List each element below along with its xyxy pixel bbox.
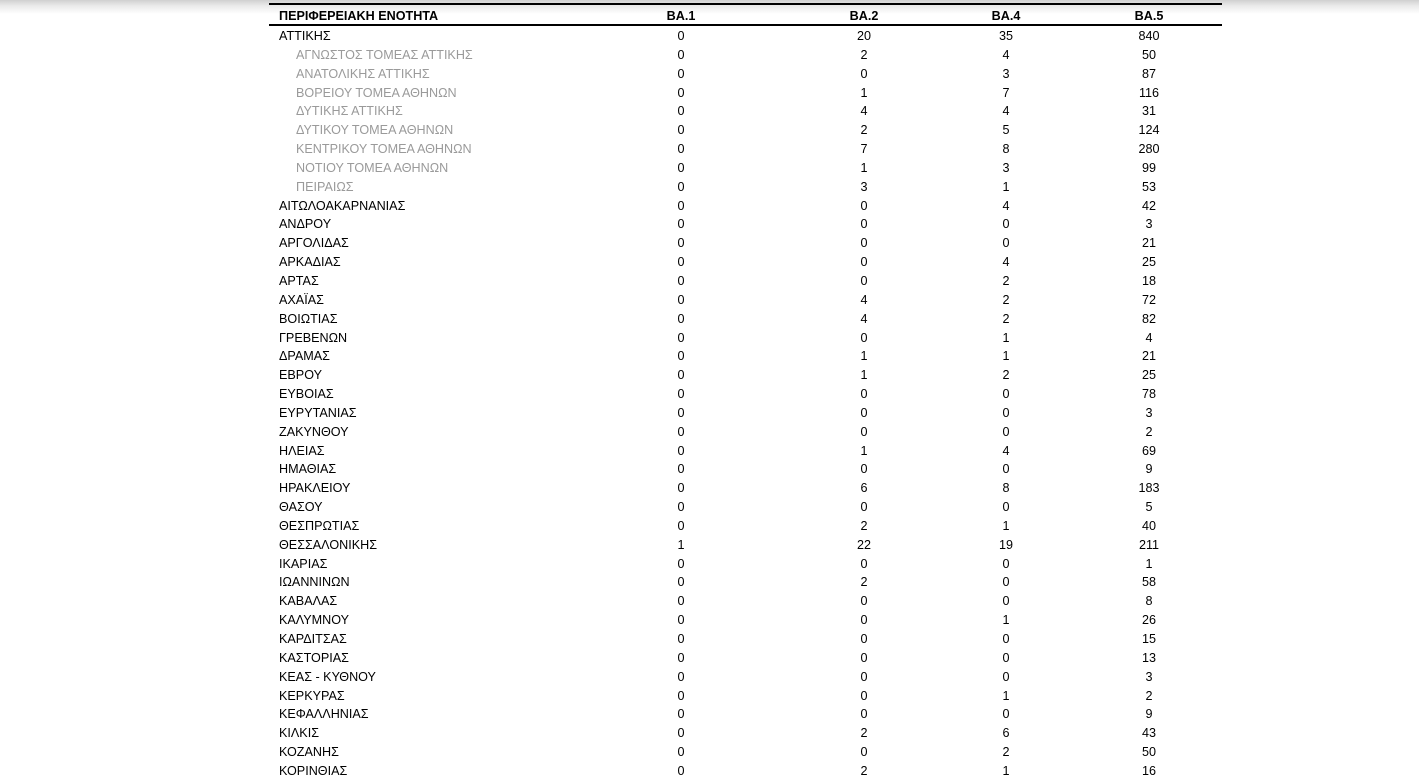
value-ba2: 2: [860, 575, 868, 590]
value-ba1: 0: [677, 142, 685, 157]
value-ba5: 42: [1141, 198, 1156, 213]
value-ba4: 1: [1002, 349, 1010, 364]
value-ba2: 0: [860, 424, 868, 439]
value-ba2: 0: [860, 462, 868, 477]
table-row: [269, 743, 1222, 762]
region-name: ΠΕΙΡΑΙΩΣ: [296, 179, 354, 194]
value-ba2: 0: [860, 650, 868, 665]
value-ba1: 0: [677, 518, 685, 533]
value-ba5: 18: [1141, 273, 1156, 288]
value-ba2: 2: [860, 47, 868, 62]
table-header: [269, 6, 1222, 24]
region-name: ΑΝΑΤΟΛΙΚΗΣ ΑΤΤΙΚΗΣ: [296, 66, 430, 81]
region-name: ΗΛΕΙΑΣ: [279, 443, 325, 458]
value-ba2: 0: [860, 217, 868, 232]
value-ba4: 0: [1002, 669, 1010, 684]
value-ba2: 22: [856, 537, 871, 552]
region-name: ΚΟΡΙΝΘΙΑΣ: [279, 763, 348, 778]
value-ba2: 3: [860, 179, 868, 194]
region-name: ΑΝΔΡΟΥ: [279, 217, 332, 232]
region-name: ΚΕΡΚΥΡΑΣ: [279, 688, 345, 703]
table-row: [269, 404, 1222, 423]
table-top-rule: [269, 3, 1222, 5]
value-ba2: 4: [860, 104, 868, 119]
region-name: ΝΟΤΙΟΥ ΤΟΜΕΑ ΑΘΗΝΩΝ: [296, 160, 449, 175]
value-ba4: 0: [1002, 405, 1010, 420]
value-ba2: 1: [860, 85, 868, 100]
value-ba4: 4: [1002, 443, 1010, 458]
table-row: [269, 178, 1222, 197]
value-ba2: 0: [860, 594, 868, 609]
value-ba2: 0: [860, 707, 868, 722]
value-ba2: 1: [860, 368, 868, 383]
value-ba2: 1: [860, 349, 868, 364]
table-row: [269, 442, 1222, 461]
value-ba4: 1: [1002, 613, 1010, 628]
value-ba5: 15: [1141, 632, 1156, 646]
value-ba4: 1: [1002, 179, 1010, 194]
table-row: [269, 121, 1222, 140]
value-ba4: 5: [1002, 123, 1010, 138]
table-row: [269, 102, 1222, 121]
value-ba4: 2: [1002, 311, 1010, 326]
value-ba5: 116: [1138, 85, 1160, 100]
table-row: [269, 762, 1222, 781]
value-ba5: 53: [1141, 179, 1156, 194]
value-ba2: 7: [860, 142, 868, 157]
value-ba2: 2: [860, 518, 868, 533]
table-row: [269, 347, 1222, 366]
value-ba1: 0: [677, 594, 685, 609]
value-ba2: 2: [860, 123, 868, 138]
value-ba5: 3: [1145, 669, 1153, 684]
region-name: ΑΧΑΪΑΣ: [279, 292, 324, 307]
region-name: ΔΥΤΙΚΟΥ ΤΟΜΕΑ ΑΘΗΝΩΝ: [296, 123, 454, 138]
value-ba4: 0: [1002, 632, 1010, 646]
value-ba2: 4: [860, 311, 868, 326]
value-ba2: 0: [860, 405, 868, 420]
value-ba1: 0: [677, 160, 685, 175]
region-name: ΔΡΑΜΑΣ: [279, 349, 330, 364]
value-ba5: 840: [1138, 29, 1160, 43]
value-ba4: 0: [1002, 575, 1010, 590]
value-ba5: 211: [1138, 537, 1160, 552]
header-rule: [269, 24, 1222, 26]
table-row: [269, 705, 1222, 724]
value-ba1: 0: [677, 311, 685, 326]
value-ba2: 0: [860, 745, 868, 760]
region-name: ΑΓΝΩΣΤΟΣ ΤΟΜΕΑΣ ΑΤΤΙΚΗΣ: [296, 47, 473, 62]
value-ba2: 0: [860, 330, 868, 345]
value-ba4: 0: [1002, 594, 1010, 609]
value-ba4: 2: [1002, 273, 1010, 288]
value-ba4: 0: [1002, 387, 1010, 402]
value-ba1: 0: [677, 632, 685, 646]
header-ba5: ΒΑ.5: [1134, 9, 1164, 23]
table-row: [269, 649, 1222, 668]
region-name: ΘΕΣΠΡΩΤΙΑΣ: [279, 518, 360, 533]
value-ba1: 0: [677, 500, 685, 515]
value-ba2: 4: [860, 292, 868, 307]
value-ba5: 43: [1141, 726, 1156, 741]
value-ba1: 0: [677, 763, 685, 778]
value-ba1: 0: [677, 688, 685, 703]
region-name: ΑΡΓΟΛΙΔΑΣ: [279, 236, 349, 251]
value-ba4: 7: [1002, 85, 1010, 100]
value-ba2: 0: [860, 273, 868, 288]
value-ba5: 1: [1145, 556, 1153, 571]
value-ba1: 0: [677, 273, 685, 288]
region-name: ΗΜΑΘΙΑΣ: [279, 462, 337, 477]
value-ba1: 0: [677, 481, 685, 496]
value-ba2: 2: [860, 726, 868, 741]
value-ba2: 0: [860, 500, 868, 515]
value-ba2: 20: [856, 29, 871, 43]
value-ba2: 0: [860, 387, 868, 402]
value-ba2: 6: [860, 481, 868, 496]
region-name: ΑΡΤΑΣ: [279, 273, 319, 288]
table-row: [269, 234, 1222, 253]
value-ba4: 2: [1002, 368, 1010, 383]
value-ba4: 1: [1002, 518, 1010, 533]
value-ba5: 72: [1141, 292, 1156, 307]
region-name: ΕΥΒΟΙΑΣ: [279, 387, 334, 402]
table-row: [269, 517, 1222, 536]
value-ba5: 21: [1141, 236, 1156, 251]
value-ba2: 0: [860, 613, 868, 628]
table-row: [269, 592, 1222, 611]
value-ba5: 50: [1141, 745, 1156, 760]
region-name: ΘΑΣΟΥ: [279, 500, 323, 515]
region-name: ΕΒΡΟΥ: [279, 368, 322, 383]
value-ba2: 0: [860, 632, 868, 646]
value-ba2: 0: [860, 198, 868, 213]
region-name: ΚΟΖΑΝΗΣ: [279, 745, 339, 760]
table-row: [269, 329, 1222, 348]
region-name: ΙΩΑΝΝΙΝΩΝ: [279, 575, 350, 590]
value-ba1: 0: [677, 66, 685, 81]
table-row: [269, 573, 1222, 592]
value-ba2: 0: [860, 255, 868, 270]
value-ba1: 0: [677, 236, 685, 251]
region-name: ΒΟΙΩΤΙΑΣ: [279, 311, 338, 326]
value-ba5: 183: [1138, 481, 1160, 496]
value-ba1: 0: [677, 745, 685, 760]
value-ba5: 40: [1141, 518, 1156, 533]
region-name: ΚΑΛΥΜΝΟΥ: [279, 613, 350, 628]
value-ba4: 2: [1002, 745, 1010, 760]
table-row: [269, 27, 1222, 46]
value-ba1: 0: [677, 669, 685, 684]
region-name: ΑΤΤΙΚΗΣ: [279, 29, 331, 43]
value-ba4: 35: [998, 29, 1013, 43]
value-ba1: 0: [677, 179, 685, 194]
table-row: [269, 385, 1222, 404]
value-ba1: 0: [677, 368, 685, 383]
value-ba1: 0: [677, 198, 685, 213]
value-ba4: 0: [1002, 556, 1010, 571]
value-ba1: 0: [677, 575, 685, 590]
region-name: ΚΑΣΤΟΡΙΑΣ: [279, 650, 349, 665]
value-ba1: 0: [677, 726, 685, 741]
header-ba4: ΒΑ.4: [991, 9, 1021, 23]
region-name: ΚΑΡΔΙΤΣΑΣ: [279, 632, 347, 646]
value-ba1: 0: [677, 650, 685, 665]
value-ba1: 0: [677, 613, 685, 628]
table-row: [269, 366, 1222, 385]
table-row: [269, 84, 1222, 103]
region-name: ΚΕΝΤΡΙΚΟΥ ΤΟΜΕΑ ΑΘΗΝΩΝ: [296, 142, 472, 157]
value-ba4: 1: [1002, 330, 1010, 345]
value-ba2: 1: [860, 160, 868, 175]
value-ba5: 69: [1141, 443, 1156, 458]
value-ba1: 0: [677, 387, 685, 402]
value-ba5: 16: [1141, 763, 1156, 778]
value-ba5: 78: [1141, 387, 1156, 402]
table-row: [269, 668, 1222, 687]
region-name: ΗΡΑΚΛΕΙΟΥ: [279, 481, 351, 496]
table-body: [269, 27, 1222, 781]
value-ba5: 2: [1145, 424, 1153, 439]
value-ba5: 82: [1141, 311, 1156, 326]
table-row: [269, 197, 1222, 216]
value-ba2: 2: [860, 763, 868, 778]
value-ba5: 21: [1141, 349, 1156, 364]
value-ba2: 0: [860, 236, 868, 251]
value-ba4: 19: [998, 537, 1013, 552]
region-name: ΕΥΡΥΤΑΝΙΑΣ: [279, 405, 357, 420]
value-ba5: 124: [1138, 123, 1160, 138]
value-ba5: 2: [1145, 688, 1153, 703]
value-ba2: 0: [860, 669, 868, 684]
value-ba4: 4: [1002, 47, 1010, 62]
value-ba1: 0: [677, 330, 685, 345]
table-row: [269, 291, 1222, 310]
value-ba4: 4: [1002, 255, 1010, 270]
region-name: ΔΥΤΙΚΗΣ ΑΤΤΙΚΗΣ: [296, 104, 403, 119]
region-name: ΙΚΑΡΙΑΣ: [279, 556, 328, 571]
region-name: ΖΑΚΥΝΘΟΥ: [279, 424, 349, 439]
value-ba5: 58: [1141, 575, 1156, 590]
header-ba2: ΒΑ.2: [849, 9, 879, 23]
value-ba1: 0: [677, 255, 685, 270]
value-ba1: 0: [677, 47, 685, 62]
region-name: ΑΡΚΑΔΙΑΣ: [279, 255, 341, 270]
table-row: [269, 253, 1222, 272]
value-ba1: 0: [677, 556, 685, 571]
value-ba5: 9: [1145, 707, 1153, 722]
value-ba1: 0: [677, 29, 685, 43]
value-ba4: 0: [1002, 500, 1010, 515]
value-ba5: 99: [1141, 160, 1156, 175]
table-row: [269, 423, 1222, 442]
region-name: ΚΙΛΚΙΣ: [279, 726, 319, 741]
value-ba4: 0: [1002, 217, 1010, 232]
value-ba5: 25: [1141, 255, 1156, 270]
table-row: [269, 555, 1222, 574]
region-name: ΚΕΑΣ - ΚΥΘΝΟΥ: [279, 669, 376, 684]
value-ba4: 3: [1002, 160, 1010, 175]
value-ba4: 8: [1002, 142, 1010, 157]
value-ba5: 3: [1145, 405, 1153, 420]
value-ba4: 0: [1002, 424, 1010, 439]
value-ba5: 9: [1145, 462, 1153, 477]
value-ba1: 0: [677, 123, 685, 138]
value-ba4: 4: [1002, 104, 1010, 119]
value-ba4: 6: [1002, 726, 1010, 741]
value-ba4: 1: [1002, 688, 1010, 703]
region-name: ΒΟΡΕΙΟΥ ΤΟΜΕΑ ΑΘΗΝΩΝ: [296, 85, 457, 100]
value-ba4: 0: [1002, 462, 1010, 477]
table-row: [269, 630, 1222, 649]
region-name: ΚΑΒΑΛΑΣ: [279, 594, 338, 609]
value-ba1: 0: [677, 443, 685, 458]
table-row: [269, 215, 1222, 234]
value-ba4: 0: [1002, 236, 1010, 251]
value-ba5: 4: [1145, 330, 1153, 345]
table-row: [269, 65, 1222, 84]
value-ba1: 0: [677, 292, 685, 307]
value-ba5: 280: [1138, 142, 1160, 157]
value-ba5: 5: [1145, 500, 1153, 515]
value-ba5: 3: [1145, 217, 1153, 232]
value-ba5: 8: [1145, 594, 1153, 609]
table-row: [269, 687, 1222, 706]
value-ba2: 0: [860, 66, 868, 81]
table-row: [269, 46, 1222, 65]
value-ba1: 0: [677, 217, 685, 232]
value-ba4: 8: [1002, 481, 1010, 496]
value-ba1: 1: [677, 537, 685, 552]
value-ba5: 50: [1141, 47, 1156, 62]
value-ba1: 0: [677, 104, 685, 119]
table-row: [269, 536, 1222, 555]
value-ba5: 87: [1141, 66, 1156, 81]
table-row: [269, 272, 1222, 291]
table-row: [269, 140, 1222, 159]
header-region: ΠΕΡΙΦΕΡΕΙΑΚΗ ΕΝΟΤΗΤΑ: [279, 9, 439, 23]
value-ba2: 1: [860, 443, 868, 458]
value-ba4: 4: [1002, 198, 1010, 213]
value-ba1: 0: [677, 405, 685, 420]
value-ba4: 1: [1002, 763, 1010, 778]
value-ba1: 0: [677, 462, 685, 477]
value-ba5: 31: [1141, 104, 1156, 119]
value-ba2: 0: [860, 556, 868, 571]
header-ba1: ΒΑ.1: [666, 9, 696, 23]
region-name: ΓΡΕΒΕΝΩΝ: [279, 330, 348, 345]
value-ba1: 0: [677, 85, 685, 100]
value-ba5: 25: [1141, 368, 1156, 383]
region-name: ΚΕΦΑΛΛΗΝΙΑΣ: [279, 707, 369, 722]
value-ba4: 0: [1002, 650, 1010, 665]
value-ba4: 0: [1002, 707, 1010, 722]
value-ba2: 0: [860, 688, 868, 703]
table-row: [269, 479, 1222, 498]
value-ba1: 0: [677, 424, 685, 439]
region-name: ΑΙΤΩΛΟΑΚΑΡΝΑΝΙΑΣ: [279, 198, 406, 213]
value-ba4: 2: [1002, 292, 1010, 307]
table-row: [269, 310, 1222, 329]
table-row: [269, 159, 1222, 178]
table-row: [269, 498, 1222, 517]
value-ba4: 3: [1002, 66, 1010, 81]
table-row: [269, 611, 1222, 630]
table-row: [269, 724, 1222, 743]
value-ba5: 13: [1141, 650, 1156, 665]
value-ba5: 26: [1141, 613, 1156, 628]
region-name: ΘΕΣΣΑΛΟΝΙΚΗΣ: [279, 537, 377, 552]
value-ba1: 0: [677, 349, 685, 364]
value-ba1: 0: [677, 707, 685, 722]
table-row: [269, 460, 1222, 479]
